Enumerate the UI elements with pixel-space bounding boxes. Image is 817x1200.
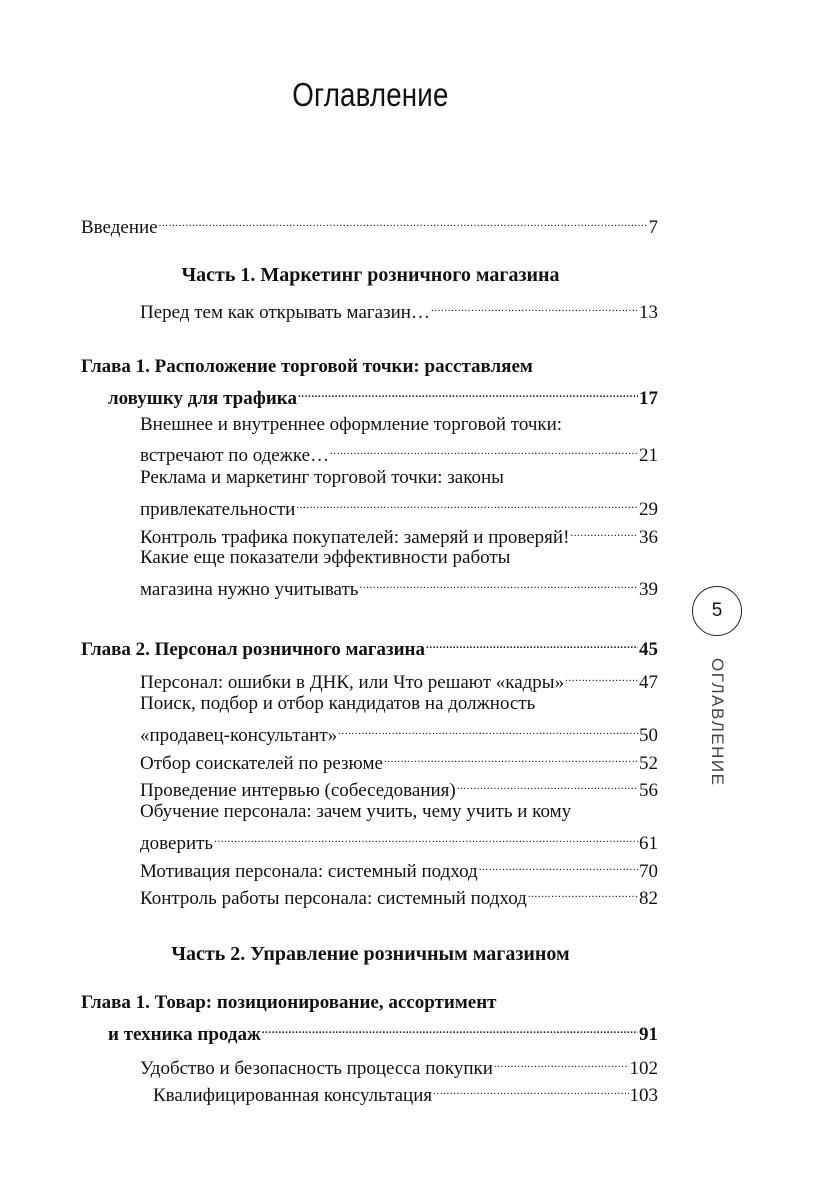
toc-entry-label: ловушку для трафика	[108, 388, 297, 409]
toc-entry-label: «продавец-консультант»	[140, 725, 338, 746]
chapter-1-title-line-1: Глава 1. Расположение торговой точки: расставляем	[81, 356, 533, 377]
toc-entry-ch2-s5-line-1: Обучение персонала: зачем учить, чему учить и кому	[140, 801, 572, 822]
toc-entry-ch1-s4-line-1: Какие еще показатели эффективности работы	[140, 547, 511, 568]
toc-entry-part1-pre[interactable]	[140, 294, 658, 325]
dot-leader	[528, 880, 638, 904]
dot-leader	[384, 745, 638, 769]
toc-entry-label: встречают по одежке…	[140, 445, 330, 466]
dot-leader	[565, 664, 638, 688]
dot-leader	[298, 380, 638, 404]
toc-entry-intro[interactable]	[81, 209, 658, 240]
dot-leader	[433, 1077, 628, 1101]
dot-leader	[494, 1050, 629, 1074]
toc-entry-ch1-s1[interactable]	[140, 437, 658, 468]
toc-page-number: 56	[639, 780, 658, 801]
toc-entry-ch2-s1[interactable]	[140, 664, 658, 695]
toc-page-number: 52	[639, 753, 658, 774]
toc-entry-chapter-2[interactable]	[81, 631, 658, 662]
toc-page-number: 36	[639, 527, 658, 548]
part-1-heading: Часть 1. Маркетинг розничного магазина	[181, 264, 560, 286]
toc-entry-ch2-s4[interactable]	[140, 772, 658, 803]
toc-entry-label: Персонал: ошибки в ДНК, или Что решают «кадры»	[140, 672, 565, 693]
toc-entry-label: Введение	[81, 217, 158, 238]
toc-entry-chapter-1[interactable]	[108, 380, 658, 411]
dot-leader	[296, 491, 638, 515]
dot-leader	[330, 437, 638, 461]
page-number-badge	[692, 586, 742, 636]
toc-page-number: 70	[639, 861, 658, 882]
page-number: 5	[711, 600, 723, 621]
toc-page-number: 61	[639, 833, 658, 854]
dot-leader	[479, 853, 638, 877]
toc-page-number: 45	[639, 639, 658, 660]
dot-leader	[570, 519, 638, 543]
toc-entry-label: Контроль работы персонала: системный подход	[140, 888, 527, 909]
toc-entry-part2-ch1-s2[interactable]	[153, 1077, 658, 1108]
toc-page-number: 82	[639, 888, 658, 909]
toc-entry-label: Удобство и безопасность процесса покупки	[140, 1058, 493, 1079]
dot-leader	[338, 717, 638, 741]
toc-entry-ch2-s2-line-1: Поиск, подбор и отбор кандидатов на должность	[140, 693, 536, 714]
dot-leader	[159, 209, 648, 233]
toc-entry-label: Глава 2. Персонал розничного магазина	[81, 639, 425, 660]
toc-entry-ch1-s4[interactable]	[140, 571, 658, 602]
dot-leader	[431, 294, 638, 318]
dot-leader	[359, 571, 638, 595]
toc-entry-label: Отбор соискателей по резюме	[140, 753, 383, 774]
toc-entry-ch2-s7[interactable]	[140, 880, 658, 911]
toc-page-number: 39	[639, 579, 658, 600]
toc-entry-label: доверить	[140, 833, 214, 854]
section-side-label: ОГЛАВЛЕНИЕ	[708, 658, 727, 787]
dot-leader	[426, 631, 638, 655]
toc-entry-ch1-s2[interactable]	[140, 491, 658, 522]
toc-page-number: 91	[639, 1024, 658, 1045]
toc-entry-ch2-s5[interactable]	[140, 825, 658, 856]
toc-entry-label: привлекательности	[140, 499, 296, 520]
part-2-heading: Часть 2. Управление розничным магазином	[171, 943, 570, 965]
toc-entry-label: и техника продаж	[108, 1024, 261, 1045]
toc-page-number: 29	[639, 499, 658, 520]
toc-page-number: 102	[629, 1058, 658, 1079]
toc-page-number: 50	[639, 725, 658, 746]
toc-page-number: 7	[648, 217, 658, 238]
toc-entry-ch1-s2-line-1: Реклама и маркетинг торговой точки: законы	[140, 467, 504, 488]
toc-entry-ch1-s1-line-1: Внешнее и внутреннее оформление торговой точки:	[140, 414, 563, 435]
toc-entry-label: Перед тем как открывать магазин…	[140, 302, 430, 323]
dot-leader	[262, 1016, 638, 1040]
page-title: Оглавление	[292, 76, 449, 113]
toc-entry-label: магазина нужно учитывать	[140, 579, 359, 600]
toc-entry-label: Контроль трафика покупателей: замеряй и проверяй!	[140, 527, 570, 548]
part2-chapter-1-title-line-1: Глава 1. Товар: позиционирование, ассортимент	[81, 992, 497, 1013]
toc-entry-label: Квалифицированная консультация	[153, 1085, 433, 1106]
toc-entry-label: Мотивация персонала: системный подход	[140, 861, 478, 882]
toc-entry-label: Проведение интервью (собеседования)	[140, 780, 456, 801]
toc-entry-ch2-s2[interactable]	[140, 717, 658, 748]
toc-page-number: 103	[629, 1085, 658, 1106]
toc-entry-part2-chapter-1[interactable]	[108, 1016, 658, 1047]
toc-page-number: 47	[639, 672, 658, 693]
dot-leader	[214, 825, 638, 849]
toc-page-number: 13	[639, 302, 658, 323]
toc-page-number: 21	[639, 445, 658, 466]
dot-leader	[457, 772, 638, 796]
toc-page-number: 17	[639, 388, 658, 409]
